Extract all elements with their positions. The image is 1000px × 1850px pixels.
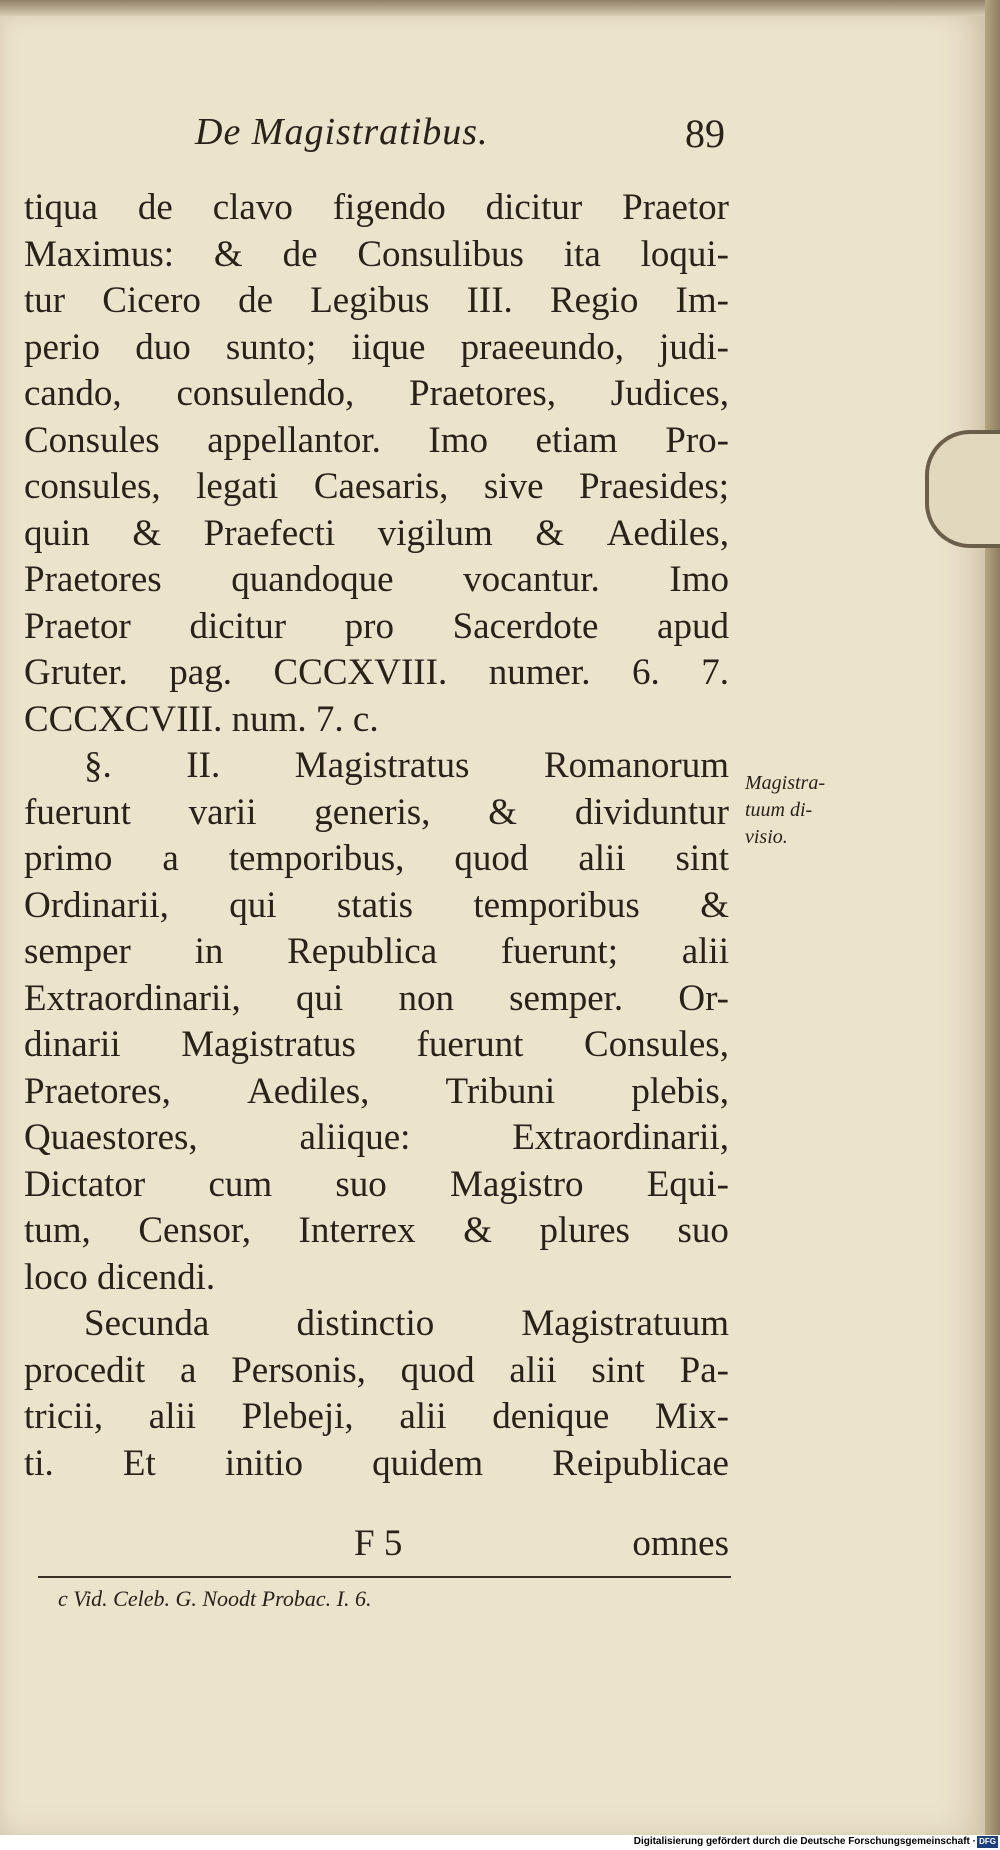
text-line: CCCXCVIII. num. 7. c. xyxy=(24,698,379,740)
text-line: loco dicendi. xyxy=(24,1256,216,1298)
text-line: tum, Censor, Interrex & plures suo xyxy=(24,1210,729,1251)
text-line: Ordinarii, qui statis temporibus & xyxy=(24,884,729,926)
footnote-rule xyxy=(38,1576,731,1578)
digitization-footer xyxy=(0,1835,1000,1850)
page-number: 89 xyxy=(685,111,725,156)
text-line: Extraordinarii, qui non semper. Or- xyxy=(24,977,729,1019)
text-line: Praetores, Aediles, Tribuni plebis, xyxy=(24,1070,729,1112)
footnote: c Vid. Celeb. G. Noodt Probac. I. 6. xyxy=(58,1586,372,1611)
running-head: De Magistratibus. xyxy=(195,111,489,153)
text-line: ti. Et initio quidem Reipublicae xyxy=(24,1442,729,1484)
text-line: quin & Praefecti vigilum & Aediles, xyxy=(24,512,729,554)
text-line: semper in Republica fuerunt; alii xyxy=(24,931,729,972)
text-line: Dictator cum suo Magistro Equi- xyxy=(24,1163,729,1205)
section-heading-line: §. II. Magistratus Romanorum xyxy=(84,745,729,786)
signature-mark: F 5 xyxy=(354,1523,403,1564)
text-line: fuerunt varii generis, & dividuntur xyxy=(24,791,729,833)
text-line: Maximus: & de Consulibus ita loqui- xyxy=(24,233,729,275)
margin-note-line: Magistra- xyxy=(745,772,825,794)
dfg-logo: DFG xyxy=(979,1837,996,1846)
text-line: cando, consulendo, Praetores, Judices, xyxy=(24,373,729,414)
book-clasp xyxy=(925,430,1000,548)
text-line: dinarii Magistratus fuerunt Consules, xyxy=(24,1024,729,1065)
footer-credit: Digitalisierung gefördert durch die Deutsche Forschungsgemeinschaft · xyxy=(633,1836,976,1847)
text-line: Praetor dicitur pro Sacerdote apud xyxy=(24,605,729,647)
text-line: procedit a Personis, quod alii sint Pa- xyxy=(24,1349,729,1391)
margin-note xyxy=(745,770,865,851)
text-line: Quaestores, aliique: Extraordinarii, xyxy=(24,1117,729,1158)
text-line: tiqua de clavo figendo dicitur Praetor xyxy=(24,187,729,228)
paragraph-start-line: Secunda distinctio Magistratuum xyxy=(84,1303,729,1344)
text-line: Consules appellantor. Imo etiam Pro- xyxy=(24,419,729,461)
text-line: primo a temporibus, quod alii sint xyxy=(24,838,729,879)
text-line: tur Cicero de Legibus III. Regio Im- xyxy=(24,280,729,321)
margin-note-line: visio. xyxy=(745,826,788,848)
page-right-edge xyxy=(985,0,1000,1850)
catch-row xyxy=(24,1522,729,1568)
text-line: consules, legati Caesaris, sive Praesides; xyxy=(24,466,729,507)
margin-note-line: tuum di- xyxy=(745,799,813,821)
page-header xyxy=(195,110,725,170)
text-line: perio duo sunto; iique praeeundo, judi- xyxy=(24,326,729,368)
page-top-edge xyxy=(0,0,1000,16)
text-line: Praetores quandoque vocantur. Imo xyxy=(24,559,729,600)
text-line: tricii, alii Plebeji, alii denique Mix- xyxy=(24,1396,729,1437)
text-line: Gruter. pag. CCCXVIII. numer. 6. 7. xyxy=(24,652,729,693)
body-text xyxy=(24,185,729,1487)
catchword: omnes xyxy=(632,1523,729,1564)
